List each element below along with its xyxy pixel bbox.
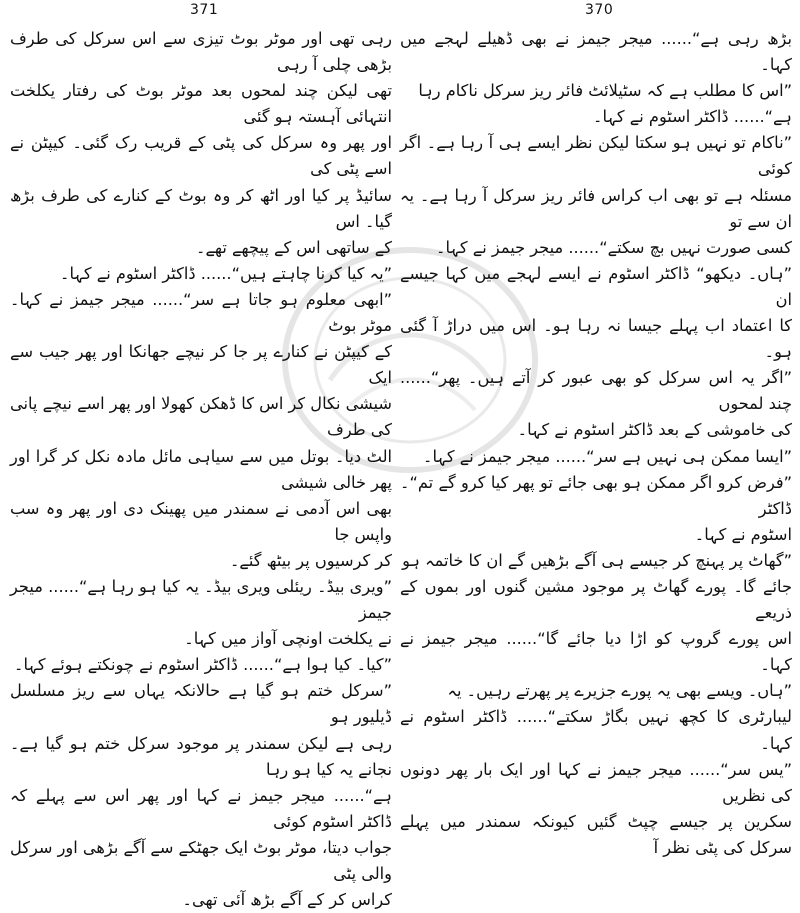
text-line: جائے گا۔ پورے گھاٹ پر موجود مشین گنوں اور بموں کے ذریعے (400, 576, 792, 623)
text-line: رہی تھی اور موٹر بوٹ تیزی سے اس سرکل کی طرف بڑھی چلی آ رہی (10, 29, 392, 75)
text-line: ”یہ کیا کرنا چاہتے ہیں“...... ڈاکٹر اسٹوم نے کہا۔ (59, 263, 392, 283)
text-line: نے یکلخت اونچی آواز میں کہا۔ (184, 629, 392, 649)
text-line: ”ہاں۔ دیکھو“ ڈاکٹر اسٹوم نے ایسے لہجے میں کہا جیسے ان (400, 263, 792, 309)
text-line: الٹ دیا۔ بوتل میں سے سیاہی مائل مادہ نکل کر گرا اور پھر خالی شیشی (10, 446, 392, 492)
text-line: ”ناکام تو نہیں ہو سکتا لیکن نظر ایسے ہی آ رہا ہے۔ اگر کوئی (400, 133, 792, 179)
left-page-column (10, 26, 392, 913)
text-line: شیشی نکال کر اس کا ڈھکن کھولا اور پھر اسے نیچے پانی کی طرف (10, 394, 392, 440)
text-line: کر کرسیوں پر بیٹھ گئے۔ (229, 550, 392, 570)
text-line: تھی لیکن چند لمحوں بعد موٹر بوٹ کی رفتار یکلخت انتہائی آہستہ ہو گئی (10, 81, 392, 127)
text-line: ”کیا۔ کیا ہوا ہے“...... ڈاکٹر اسٹوم نے چونکتے ہوئے کہا۔ (14, 655, 392, 675)
text-line: کسی صورت نہیں بچ سکتے“...... میجر جیمز نے کہا۔ (436, 237, 792, 257)
text-line: ”فرض کرو اگر ممکن ہو بھی جائے تو پھر کیا کرو گے تم“۔ ڈاکٹر (400, 472, 792, 518)
text-line: سائیڈ پر کیا اور اٹھ کر وہ بوٹ کے کنارے کی طرف بڑھ گیا۔ اس (10, 185, 392, 231)
text-line: ”ابھی معلوم ہو جاتا ہے سر“...... میجر جیمز نے کہا۔ موٹر بوٹ (10, 289, 392, 336)
text-line: ”سرکل ختم ہو گیا ہے حالانکہ یہاں سے ریز مسلسل ڈیلیور ہو (10, 681, 392, 727)
text-line: کی خاموشی کے بعد ڈاکٹر اسٹوم نے کہا۔ (517, 420, 792, 440)
text-line: ”اگر یہ اس سرکل کو بھی عبور کر آتے ہیں۔ پھر“...... چند لمحوں (400, 368, 792, 414)
text-line: کے کیپٹن نے کنارے پر جا کر نیچے جھانکا اور پھر جیب سے ایک (10, 342, 392, 388)
text-line: بڑھ رہی ہے“...... میجر جیمز نے بھی ڈھیلے لہجے میں کہا۔ (400, 29, 792, 75)
text-line: بھی اس آدمی نے سمندر میں پھینک دی اور پھر وہ سب واپس جا (10, 498, 392, 544)
text-line: اور پھر وہ سرکل کی پٹی کے قریب رک گئی۔ کیپٹن نے اسے پٹی کی (10, 133, 392, 179)
text-line: ”اس کا مطلب ہے کہ سٹیلائٹ فائر ریز سرکل ناکام رہا (418, 81, 792, 101)
text-line: کا اعتماد اب پہلے جیسا نہ رہا ہو۔ اس میں دراڑ آ گئی ہو۔ (400, 316, 792, 362)
page-number-right: 370 (585, 2, 614, 18)
text-line: ”یس سر“...... میجر جیمز نے کہا اور ایک بار پھر دونوں کی نظریں (400, 759, 792, 805)
text-line: رہی ہے لیکن سمندر پر موجود سرکل ختم ہو گیا ہے۔ نجانے یہ کیا ہو رہا (10, 733, 392, 779)
page-number-left: 371 (190, 2, 219, 18)
text-line: ”ہاں۔ ویسے بھی یہ پورے جزیرے پر پھرتے رہیں۔ یہ (447, 681, 792, 701)
text-line: سکرین پر جیسے چپٹ گئیں کیونکہ سمندر میں پہلے سرکل کی پٹی نظر آ (400, 811, 792, 857)
text-line: اس پورے گروپ کو اڑا دیا جائے گا“...... میجر جیمز نے کہا۔ (400, 629, 792, 675)
text-line: ہے“...... میجر جیمز نے کہا اور پھر اس سے پہلے کہ ڈاکٹر اسٹوم کوئی (10, 785, 392, 831)
text-line: مسئلہ ہے تو بھی اب کراس فائر ریز سرکل آ رہا ہے۔ یہ ان سے تو (400, 185, 792, 231)
text-line: کراس کر کے آگے بڑھ آئی تھی۔ (182, 890, 392, 910)
text-line: جواب دیتا، موٹر بوٹ ایک جھٹکے سے آگے بڑھی اور سرکل والی پٹی (10, 837, 392, 883)
right-page-column (400, 26, 792, 861)
text-line: کے ساتھی اس کے پیچھے تھے۔ (195, 237, 392, 257)
text-line: ہے“...... ڈاکٹر اسٹوم نے کہا۔ (593, 107, 792, 127)
text-line: ”ایسا ممکن ہی نہیں ہے سر“...... میجر جیمز نے کہا۔ (423, 446, 792, 466)
text-line: ”ویری بیڈ۔ ریئلی ویری بیڈ۔ یہ کیا ہو رہا ہے“...... میجر جیمز (10, 576, 392, 623)
text-line: لیبارٹری کا کچھ نہیں بگاڑ سکتے“...... ڈاکٹر اسٹوم نے کہا۔ (400, 707, 792, 753)
text-line: اسٹوم نے کہا۔ (694, 524, 792, 544)
text-line: ”گھاٹ پر پہنچ کر جیسے ہی آگے بڑھیں گے ان کا خاتمہ ہو (402, 550, 792, 570)
